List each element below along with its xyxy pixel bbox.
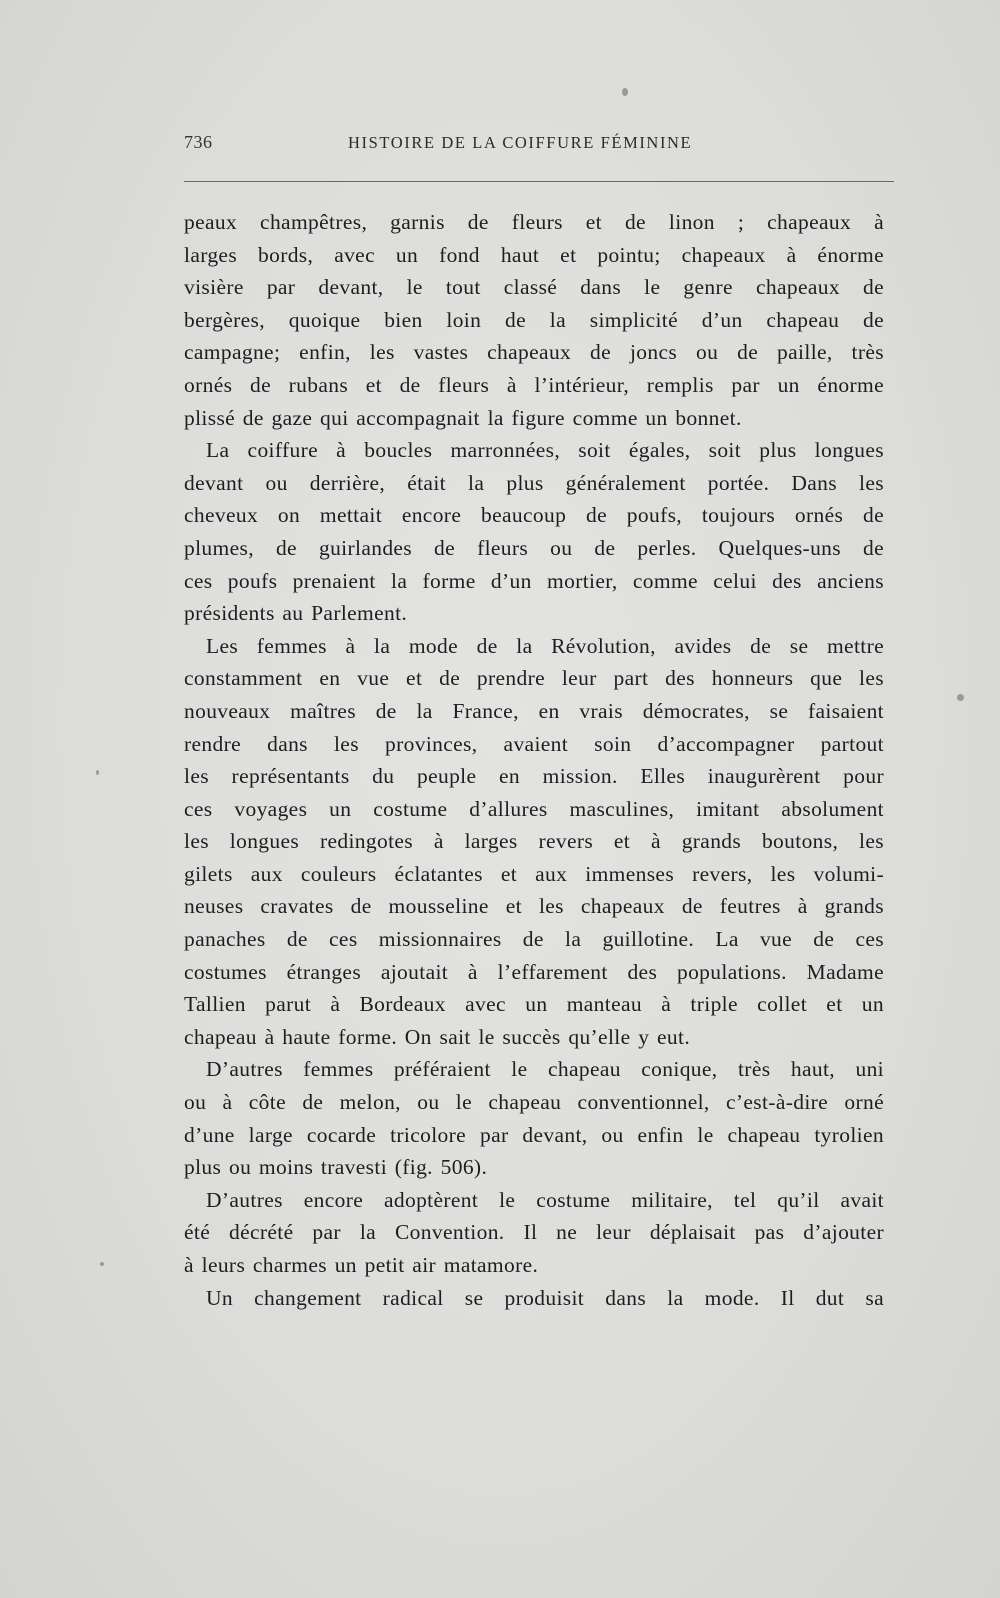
text-line: Un changement radical se produisit dans la mode. Il dut sa [206,1285,884,1310]
text-line: bergères, quoique bien loin de la simplicité d’un chapeau de [184,307,884,332]
header-rule [184,181,894,182]
text-line: rendre dans les provinces, avaient soin d’accompagner partout [184,731,884,756]
body-text [184,206,884,1314]
text-line: à leurs charmes un petit air matamore. [184,1253,539,1277]
text-line: gilets aux couleurs éclatantes et aux immenses revers, les volumi- [184,861,884,886]
page-number: 736 [184,132,213,152]
text-line: constamment en vue et de prendre leur part des honneurs que les [184,666,884,691]
text-line: La coiffure à boucles marronnées, soit égales, soit plus longues [206,438,884,463]
text-line: campagne; enfin, les vastes chapeaux de joncs ou de paille, très [184,340,884,365]
text-line: les représentants du peuple en mission. Elles inaugurèrent pour [184,764,884,789]
text-line: chapeau à haute forme. On sait le succès qu’elle y eut. [184,1024,691,1049]
text-line: visière par devant, le tout classé dans le genre chapeaux de [184,275,884,300]
text-line: présidents au Parlement. [184,601,408,626]
text-line: d’une large cocarde tricolore par devant, ou enfin le chapeau tyrolien [184,1122,884,1147]
text-line: Tallien parut à Bordeaux avec un manteau à triple collet et un [184,992,884,1017]
text-line: Les femmes à la mode de la Révolution, avides de se mettre [206,633,884,658]
running-title: HISTOIRE DE LA COIFFURE FÉMININE [348,133,693,152]
paper-speck [96,770,99,775]
text-line: devant ou derrière, était la plus généralement portée. Dans les [184,470,884,495]
text-line: plumes, de guirlandes de fleurs ou de perles. Quelques-uns de [184,535,884,560]
text-line: ornés de rubans et de fleurs à l’intérieur, remplis par un énorme [184,372,884,397]
text-line: D’autres femmes préféraient le chapeau conique, très haut, uni [206,1057,884,1082]
paper-speck [957,694,964,701]
text-line: larges bords, avec un fond haut et pointu; chapeaux à énorme [184,242,884,267]
text-line: plus ou moins travesti (fig. 506). [184,1155,488,1180]
text-line: peaux champêtres, garnis de fleurs et de linon ; chapeaux à [184,210,884,234]
text-line: les longues redingotes à larges revers et à grands boutons, les [184,829,884,854]
paper-speck [100,1262,104,1266]
text-line: ces voyages un costume d’allures masculines, imitant absolument [184,796,884,821]
text-line: été décrété par la Convention. Il ne leur déplaisait pas d’ajouter [184,1220,884,1245]
text-line: neuses cravates de mousseline et les chapeaux de feutres à grands [184,894,884,919]
text-line: ou à côte de melon, ou le chapeau conventionnel, c’est-à-dire orné [184,1090,884,1115]
text-line: costumes étranges ajoutait à l’effarement des populations. Madame [184,959,884,984]
text-line: ces poufs prenaient la forme d’un mortier, comme celui des anciens [184,568,884,593]
text-line: plissé de gaze qui accompagnait la figure comme un bonnet. [184,405,742,430]
text-line: cheveux on mettait encore beaucoup de poufs, toujours ornés de [184,503,884,528]
text-line: D’autres encore adoptèrent le costume militaire, tel qu’il avait [206,1187,884,1212]
text-line: panaches de ces missionnaires de la guillotine. La vue de ces [184,927,884,952]
page-header [184,132,894,162]
paper-speck [622,88,628,96]
text-line: nouveaux maîtres de la France, en vrais démocrates, se faisaient [184,698,884,723]
